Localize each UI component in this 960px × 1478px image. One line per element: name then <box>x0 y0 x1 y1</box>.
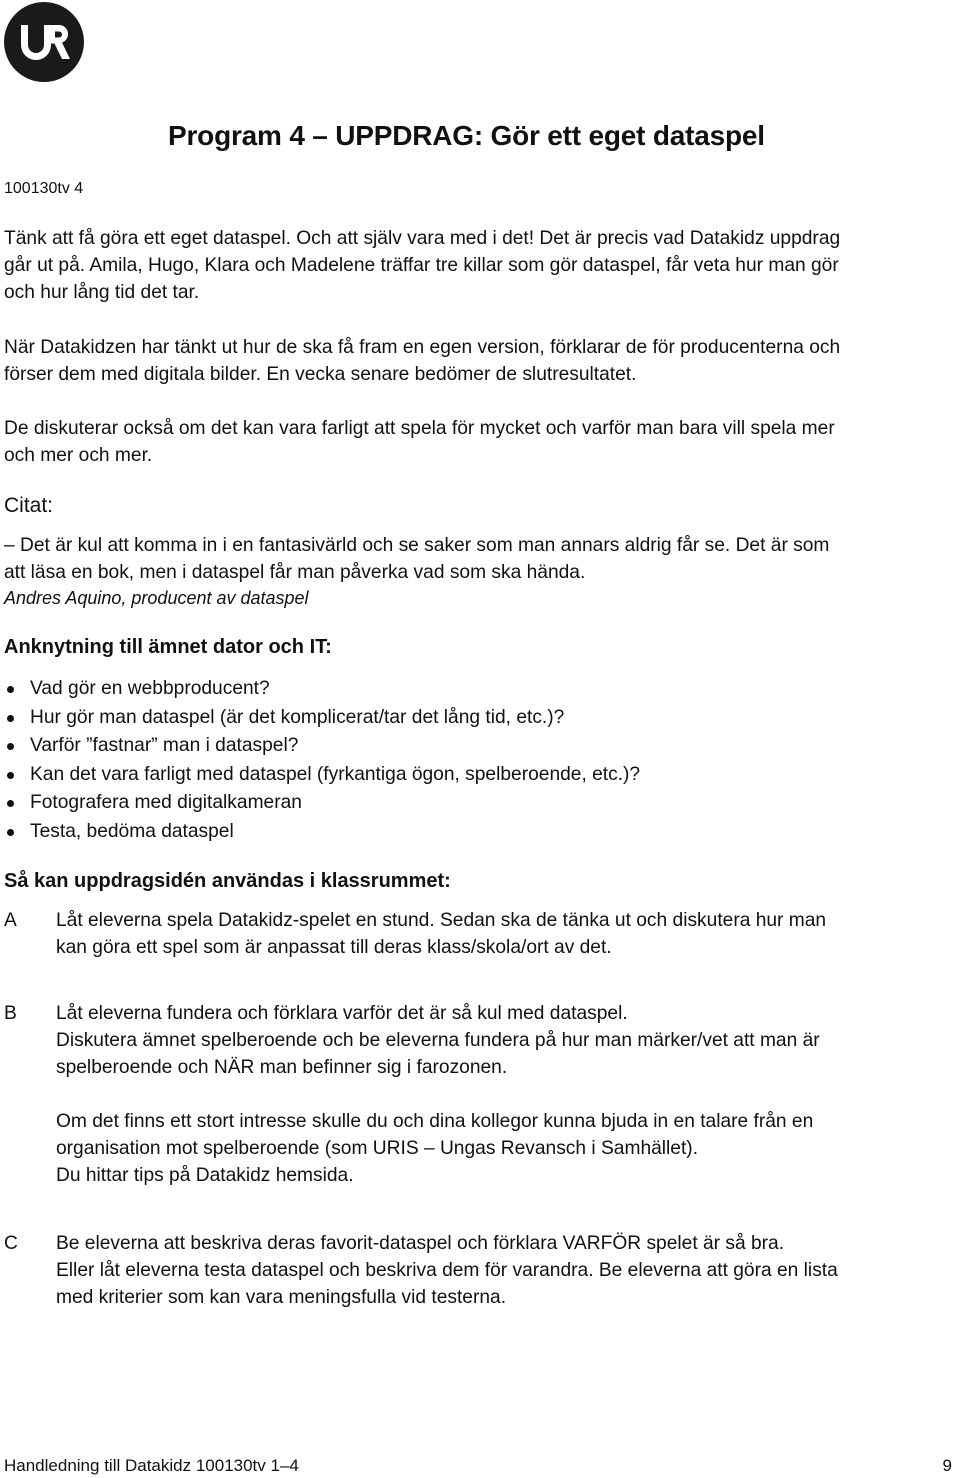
list-item: Testa, bedöma dataspel <box>4 818 640 847</box>
text-line: Tänk att få göra ett eget dataspel. Och att själv vara med i det! Det är precis vad Datakidz uppdrag <box>4 228 841 249</box>
bullet-icon <box>7 829 14 836</box>
text-line: och mer och mer. <box>4 445 153 466</box>
list-item: Vad gör en webbproducent? <box>4 675 640 704</box>
klassrum-heading: Så kan uppdragsidén användas i klassrummet: <box>4 870 451 892</box>
anknytning-heading: Anknytning till ämnet dator och IT: <box>4 636 332 658</box>
section-body <box>56 1230 946 1311</box>
text-line: Om det finns ett stort intresse skulle du och dina kollegor kunna bjuda in en talare från en <box>56 1111 814 1132</box>
section-body <box>56 907 946 961</box>
program-code: 100130tv 4 <box>4 180 84 197</box>
intro-paragraph-3 <box>4 415 954 469</box>
text-line: spelberoende och NÄR man befinner sig i farozonen. <box>56 1057 508 1078</box>
text-line: Låt eleverna fundera och förklara varför det är så kul med dataspel. <box>56 1003 628 1024</box>
text-line: När Datakidzen har tänkt ut hur de ska få fram en egen version, förklarar de för producenterna och <box>4 337 841 358</box>
list-item: Hur gör man dataspel (är det komplicerat/tar det lång tid, etc.)? <box>4 704 640 733</box>
page-title: Program 4 – UPPDRAG: Gör ett eget dataspel <box>168 120 765 151</box>
section-letter: C <box>4 1233 18 1254</box>
text-line: organisation mot spelberoende (som URIS – Ungas Revansch i Samhället). <box>56 1138 699 1159</box>
list-item: Kan det vara farligt med dataspel (fyrkantiga ögon, spelberoende, etc.)? <box>4 761 640 790</box>
page-number: 9 <box>942 1456 952 1475</box>
bullet-icon <box>7 772 14 779</box>
text-line: går ut på. Amila, Hugo, Klara och Madelene träffar tre killar som gör dataspel, får veta hur man gör <box>4 255 839 276</box>
text-line: med kriterier som kan vara meningsfulla vid testerna. <box>56 1287 507 1308</box>
section-letter: A <box>4 910 17 931</box>
text-line: förser dem med digitala bilder. En vecka senare bedömer de slutresultatet. <box>4 364 637 385</box>
bullet-icon <box>7 800 14 807</box>
text-line: kan göra ett spel som är anpassat till deras klass/skola/ort av det. <box>56 937 612 958</box>
quote-author: Andres Aquino, producent av dataspel <box>4 588 309 608</box>
list-item: Fotografera med digitalkameran <box>4 789 640 818</box>
text-line: Låt eleverna spela Datakidz-spelet en stund. Sedan ska de tänka ut och diskutera hur man <box>56 910 827 931</box>
footer-text: Handledning till Datakidz 100130tv 1–4 <box>4 1456 299 1475</box>
text-line: De diskuterar också om det kan vara farligt att spela för mycket och varför man bara vill spela mer <box>4 418 835 439</box>
intro-paragraph-2 <box>4 334 954 388</box>
list-item: Varför ”fastnar” man i dataspel? <box>4 732 640 761</box>
text-line: Diskutera ämnet spelberoende och be eleverna fundera på hur man märker/vet att man är <box>56 1030 820 1051</box>
text-line: Be eleverna att beskriva deras favorit-dataspel och förklara VARFÖR spelet är så bra. <box>56 1233 785 1254</box>
anknytning-list <box>4 675 640 847</box>
bullet-icon <box>7 715 14 722</box>
text-line: att läsa en bok, men i dataspel får man påverka vad som ska hända. <box>4 562 586 583</box>
bullet-icon <box>7 686 14 693</box>
section-letter: B <box>4 1003 17 1024</box>
text-line: Du hittar tips på Datakidz hemsida. <box>56 1165 354 1186</box>
ur-logo <box>4 2 84 82</box>
bullet-icon <box>7 743 14 750</box>
quote-text <box>4 532 954 586</box>
citat-heading: Citat: <box>4 494 54 517</box>
text-line: – Det är kul att komma in i en fantasivärld och se saker som man annars aldrig får se. Det är som <box>4 535 830 556</box>
text-line: och hur lång tid det tar. <box>4 282 200 303</box>
section-body <box>56 1000 946 1189</box>
intro-paragraph-1 <box>4 225 954 306</box>
text-line: Eller låt eleverna testa dataspel och beskriva dem för varandra. Be eleverna att göra en lista <box>56 1260 838 1281</box>
